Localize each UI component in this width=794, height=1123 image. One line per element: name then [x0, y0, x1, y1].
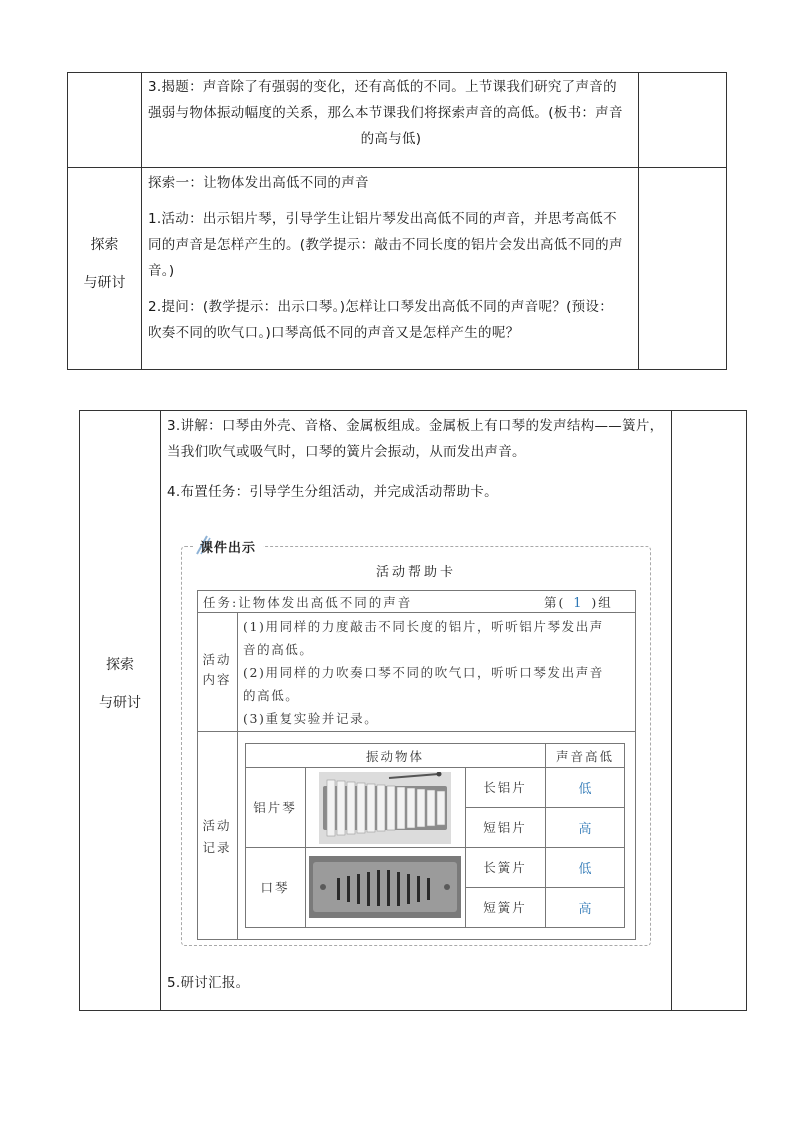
content-line-3: (2)用同样的力吹奏口琴不同的吹气口，听听口琴发出声音: [243, 665, 604, 680]
record-col-divider-name: [305, 767, 306, 928]
record-label-1: 活动: [202, 818, 232, 833]
content-label: [197, 650, 237, 690]
group-suffix: )组: [591, 595, 613, 610]
record-label: [197, 815, 237, 859]
activity-line-2: 同的声音是怎样产生的。(教学提示：敲击不同长度的铝片会发出高低不同的声: [148, 237, 623, 253]
explain-line-2: 当我们吹气或吸气时，口琴的簧片会振动，从而发出声音。: [167, 444, 526, 460]
question-line-2: 吹奏不同的吹气口。)口琴高低不同的声音又是怎样产生的呢？: [148, 325, 520, 341]
t1-right-cell-bottom: [638, 167, 727, 370]
intro-paragraph: [148, 74, 634, 152]
t1-section-label-1: 探索: [90, 237, 119, 253]
pitch-short-aluminum: 高: [578, 822, 592, 837]
intro-line-3: 的高与低): [360, 131, 422, 147]
courseware-label-box: [193, 534, 263, 556]
explain-paragraph: [167, 413, 669, 505]
t2-right-cell: [671, 410, 747, 1011]
group-number: 1: [573, 596, 584, 611]
content-line-5: (3)重复实验并记录。: [243, 711, 379, 726]
harmonica-drawing: [309, 856, 461, 918]
question-line-1: 2.提问：(教学提示：出示口琴。)怎样让口琴发出高低不同的声音呢？(预设：: [148, 299, 614, 315]
pitch-long-aluminum: 低: [578, 782, 592, 797]
record-group-divider: [245, 847, 625, 848]
card-divider-1: [197, 612, 636, 613]
t2-section-label-2: 与研讨: [99, 695, 141, 711]
header-pitch: 声音高低: [555, 749, 614, 764]
pitch-short-reed: 高: [578, 902, 592, 917]
explore-content: [148, 170, 634, 346]
instrument-harmonica: 口琴: [260, 880, 290, 895]
content-label-2: 内容: [202, 672, 232, 687]
activity-line-3: 音。): [148, 263, 175, 279]
t1-section-label: [67, 226, 142, 302]
content-line-4: 的高低。: [243, 688, 300, 703]
task-label: 任务:让物体发出高低不同的声音: [203, 595, 413, 610]
t1-right-cell-top: [638, 72, 727, 168]
record-header-divider: [245, 767, 625, 768]
content-label-1: 活动: [202, 652, 232, 667]
report-line: 5.研讨汇报。: [167, 975, 250, 991]
task-line: 4.布置任务：引导学生分组活动，并完成活动帮助卡。: [167, 484, 498, 500]
part-short-aluminum: 短铝片: [483, 820, 527, 835]
content-line-2: 音的高低。: [243, 642, 314, 657]
intro-line-1: 3.揭题：声音除了有强弱的变化，还有高低的不同。上节课我们研究了声音的: [148, 79, 617, 95]
intro-line-2: 强弱与物体振动幅度的关系，那么本节课我们将探索声音的高低。(板书：声音: [148, 105, 623, 121]
group-prefix: 第(: [544, 595, 566, 610]
content-list: [243, 615, 635, 730]
header-object: 振动物体: [365, 749, 424, 764]
t1-left-cell-top: [67, 72, 142, 168]
part-short-reed: 短簧片: [483, 900, 527, 915]
card-divider-2: [197, 731, 636, 732]
part-long-reed: 长簧片: [483, 860, 527, 875]
card-col-divider: [237, 612, 238, 940]
part-long-aluminum: 长铝片: [483, 780, 527, 795]
group-field: [544, 593, 613, 611]
instrument-xylophone: 铝片琴: [253, 800, 297, 815]
record-label-2: 记录: [202, 840, 232, 855]
content-line-1: (1)用同样的力度敲击不同长度的铝片，听听铝片琴发出声: [243, 619, 604, 634]
t1-section-label-2: 与研讨: [83, 275, 126, 291]
xylophone-image: [319, 772, 451, 844]
t2-section-label-1: 探索: [106, 657, 134, 673]
harmonica-image: [309, 856, 461, 918]
activity-line-1: 1.活动：出示铝片琴，引导学生让铝片琴发出高低不同的声音，并思考高低不: [148, 211, 617, 227]
pitch-long-reed: 低: [578, 862, 592, 877]
card-title: 活动帮助卡: [375, 565, 456, 580]
explore-title: 探索一：让物体发出高低不同的声音: [148, 175, 369, 191]
xylophone-drawing: [319, 772, 451, 844]
courseware-label: 课件出示: [200, 541, 257, 556]
t2-section-label: [79, 646, 161, 722]
explain-line-1: 3.讲解：口琴由外壳、音格、金属板组成。金属板上有口琴的发声结构——簧片，: [167, 418, 664, 434]
